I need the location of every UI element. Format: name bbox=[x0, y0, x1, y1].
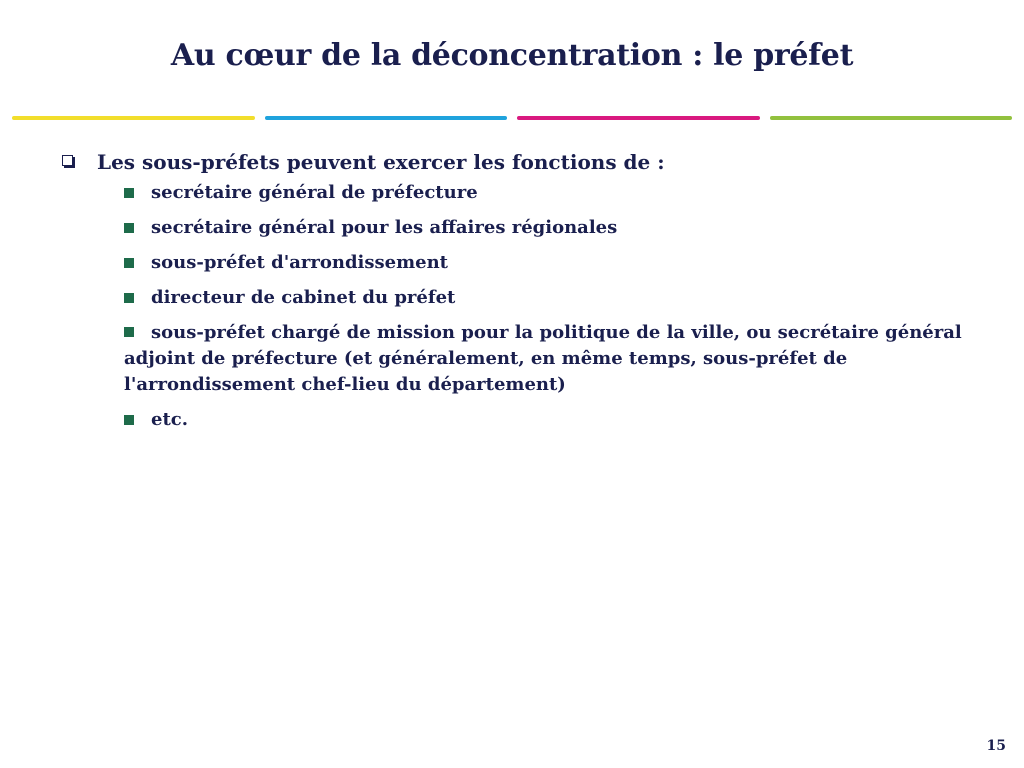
list-item-text: directeur de cabinet du préfet bbox=[151, 287, 456, 308]
page-number: 15 bbox=[986, 738, 1006, 754]
square-bullet-icon bbox=[124, 327, 134, 337]
list-item bbox=[124, 215, 1002, 241]
list-item-text: secrétaire général de préfecture bbox=[151, 182, 478, 203]
main-bullet-text: Les sous-préfets peuvent exercer les fonctions de : bbox=[97, 150, 665, 174]
slide-title: Au cœur de la déconcentration : le préfet bbox=[170, 38, 854, 73]
title-divider bbox=[12, 116, 1012, 121]
list-item bbox=[124, 285, 1002, 311]
list-item-text: etc. bbox=[151, 409, 188, 430]
divider-segment-blue bbox=[265, 116, 508, 120]
square-bullet-icon bbox=[124, 293, 134, 303]
slide-content bbox=[62, 148, 1002, 442]
list-item bbox=[124, 320, 1002, 398]
divider-segment-magenta bbox=[517, 116, 760, 120]
list-item-text: secrétaire général pour les affaires régionales bbox=[151, 217, 618, 238]
square-bullet-icon bbox=[124, 223, 134, 233]
checkbox-bullet-icon bbox=[62, 155, 73, 166]
divider-segment-yellow bbox=[12, 116, 255, 120]
list-item bbox=[124, 407, 1002, 433]
function-list bbox=[62, 180, 1002, 433]
list-item-text: sous-préfet d'arrondissement bbox=[151, 252, 448, 273]
divider-segment-green bbox=[770, 116, 1013, 120]
square-bullet-icon bbox=[124, 258, 134, 268]
list-item-text: sous-préfet chargé de mission pour la politique de la ville, ou secrétaire général adjoint de préfecture (et généralement, en même temps, sous-préfet de l'arrondissement chef-lieu du département) bbox=[124, 322, 962, 395]
main-bullet bbox=[62, 148, 1002, 176]
square-bullet-icon bbox=[124, 415, 134, 425]
list-item bbox=[124, 180, 1002, 206]
square-bullet-icon bbox=[124, 188, 134, 198]
list-item bbox=[124, 250, 1002, 276]
